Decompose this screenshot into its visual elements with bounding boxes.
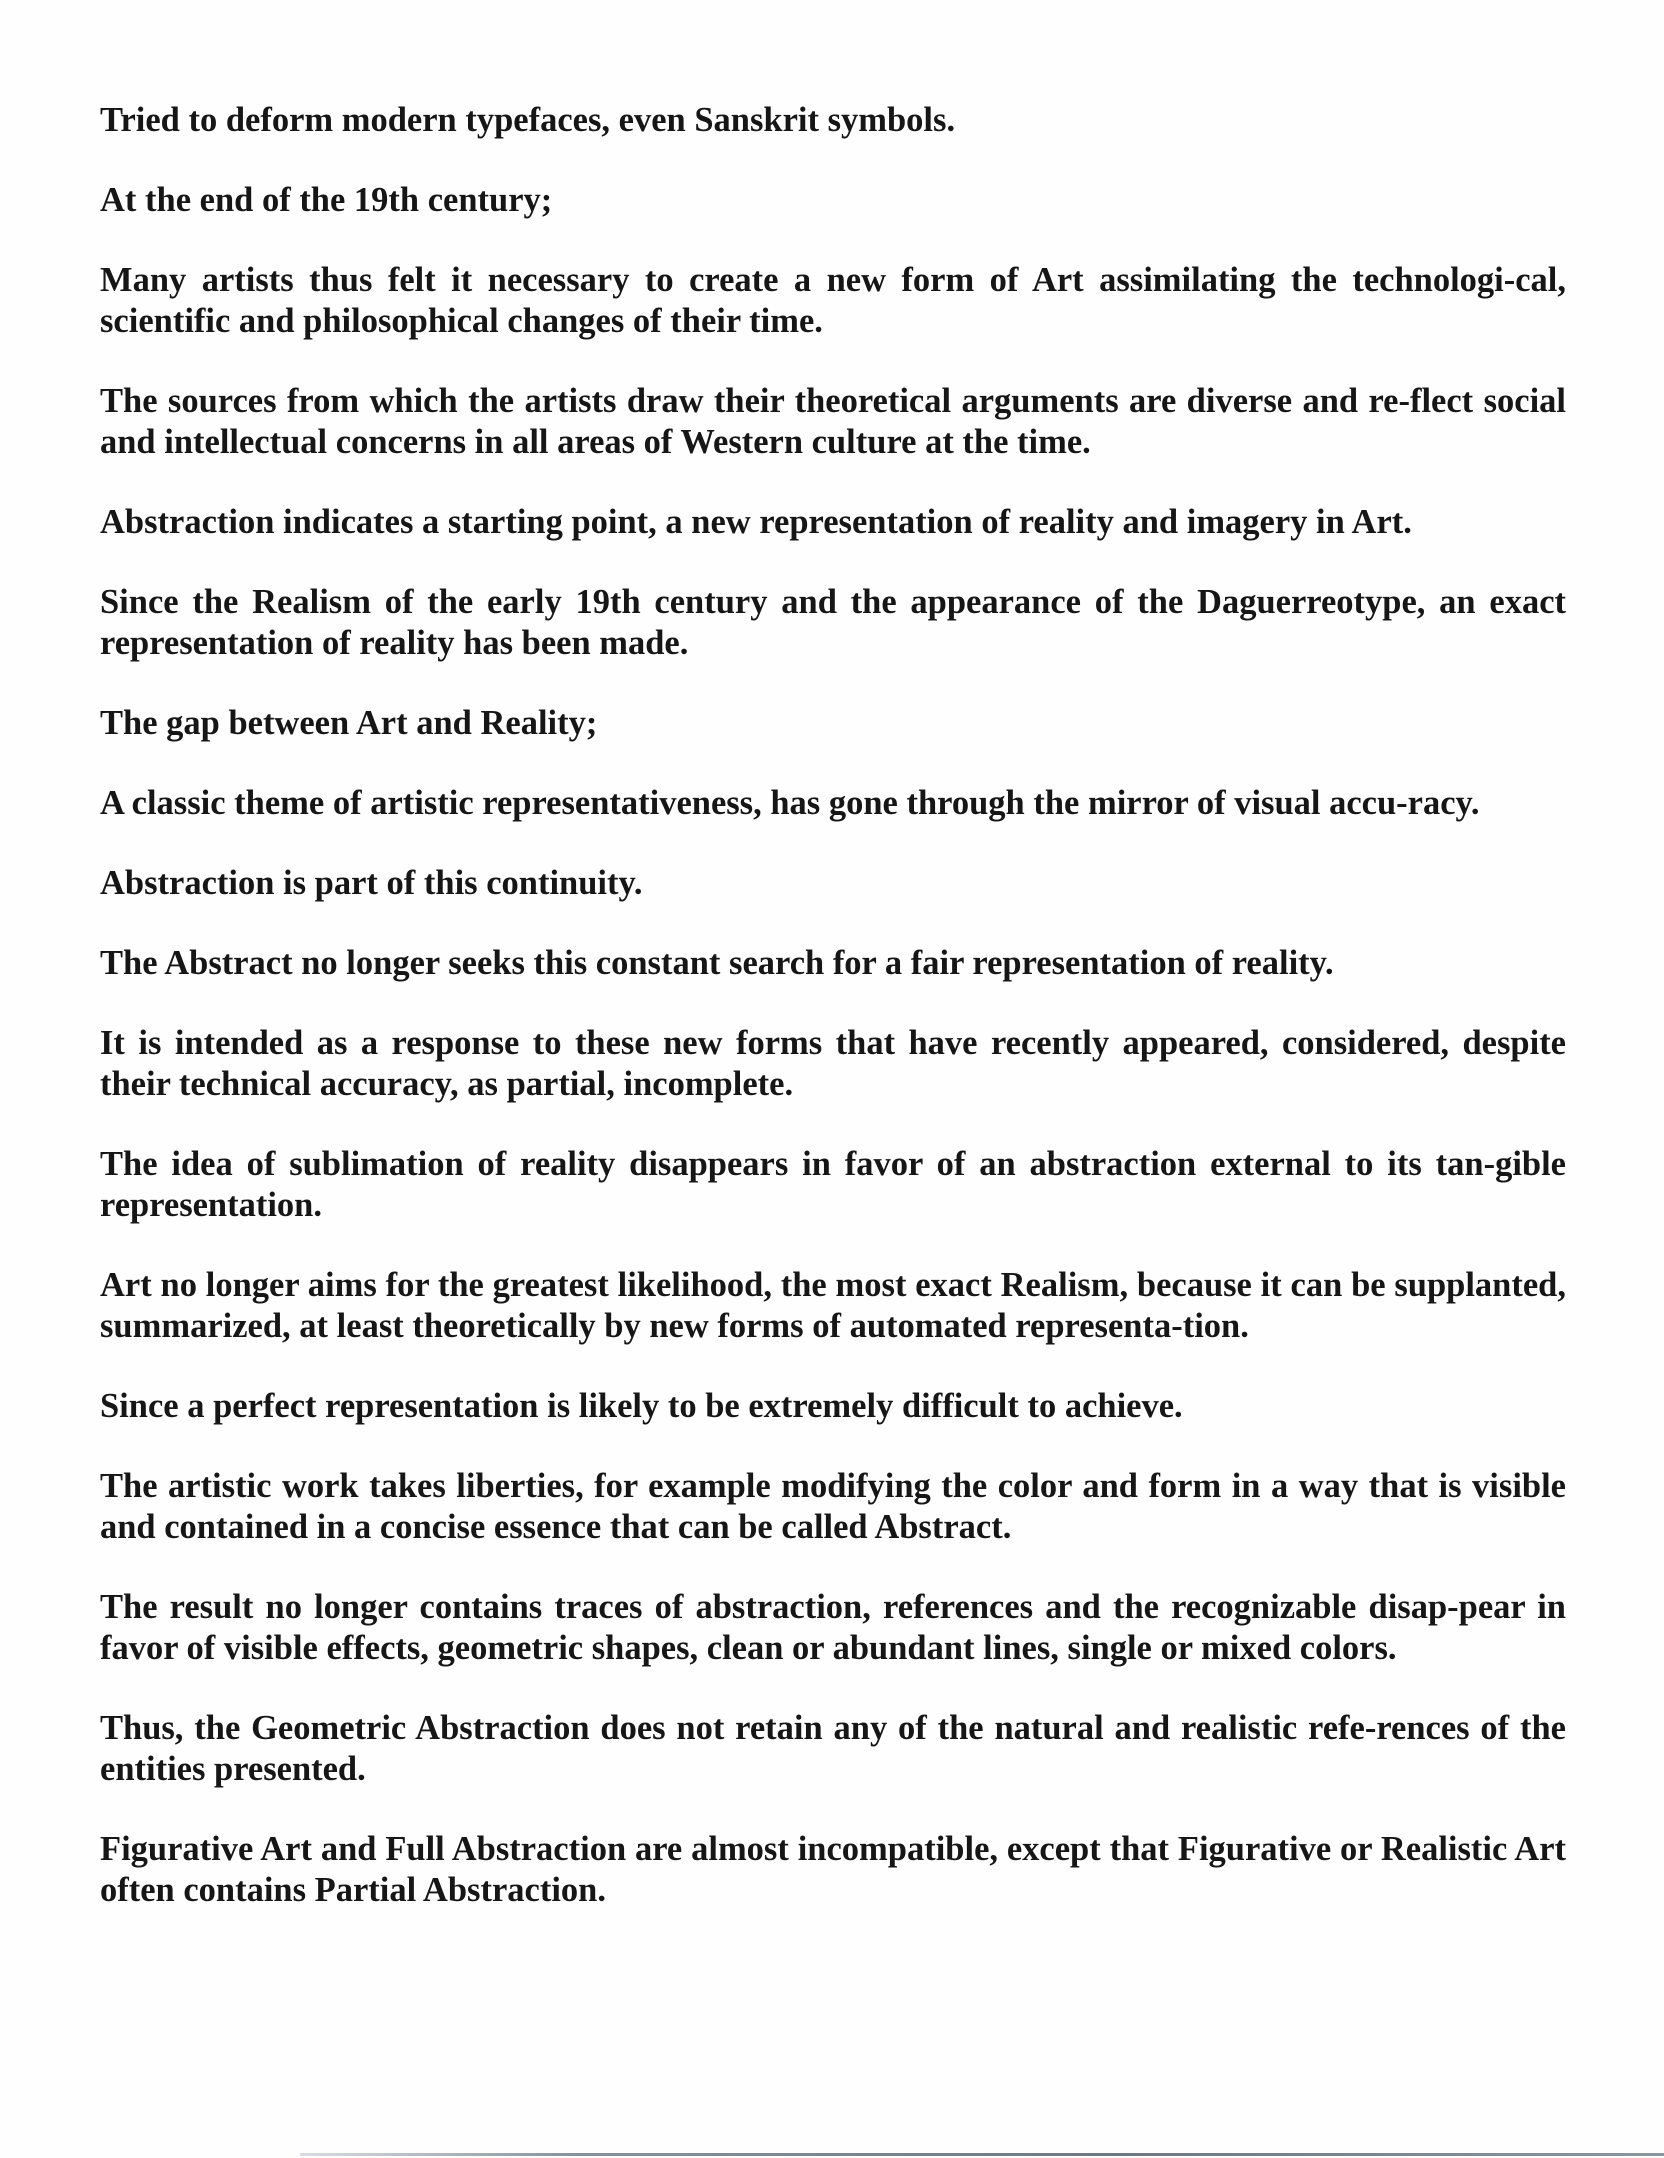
paragraph-6: Since the Realism of the early 19th century and the appearance of the Daguerreotype, an exact representation of reality has been made. (100, 583, 1566, 662)
paragraph-2: At the end of the 19th century; (100, 181, 553, 219)
paragraph-3: Many artists thus felt it necessary to create a new form of Art assimilating the technologi-cal, scientific and philosophical changes of their time. (100, 261, 1566, 340)
paragraph-11: It is intended as a response to these new forms that have recently appeared, considered, despite their technical accuracy, as partial, incomplete. (100, 1024, 1566, 1103)
paragraph-7: The gap between Art and Reality; (100, 704, 598, 742)
paragraph-8: A classic theme of artistic representativeness, has gone through the mirror of visual accu-racy. (100, 784, 1480, 822)
scan-edge-divider (300, 2153, 1664, 2156)
document-page (100, 100, 1566, 1950)
paragraph-1: Tried to deform modern typefaces, even Sanskrit symbols. (100, 101, 956, 139)
paragraph-5: Abstraction indicates a starting point, a new representation of reality and imagery in Art. (100, 503, 1412, 541)
paragraph-12: The idea of sublimation of reality disappears in favor of an abstraction external to its tan-gible representation. (100, 1145, 1566, 1224)
paragraph-16: The result no longer contains traces of abstraction, references and the recognizable disap-pear in favor of visible effects, geometric shapes, clean or abundant lines, single or mixed colors. (100, 1588, 1566, 1667)
paragraph-14: Since a perfect representation is likely to be extremely difficult to achieve. (100, 1387, 1183, 1425)
paragraph-18: Figurative Art and Full Abstraction are almost incompatible, except that Figurative or Realistic Art often contains Partial Abstraction. (100, 1830, 1566, 1909)
paragraph-10: The Abstract no longer seeks this constant search for a fair representation of reality. (100, 944, 1334, 982)
paragraph-4: The sources from which the artists draw their theoretical arguments are diverse and re-flect social and intellectual concerns in all areas of Western culture at the time. (100, 382, 1566, 461)
paragraph-15: The artistic work takes liberties, for example modifying the color and form in a way that is visible and contained in a concise essence that can be called Abstract. (100, 1467, 1566, 1546)
paragraph-9: Abstraction is part of this continuity. (100, 864, 643, 902)
paragraph-13: Art no longer aims for the greatest likelihood, the most exact Realism, because it can be supplanted, summarized, at least theoretically by new forms of automated representa-tion. (100, 1266, 1566, 1345)
paragraph-17: Thus, the Geometric Abstraction does not retain any of the natural and realistic refe-rences of the entities presented. (100, 1709, 1566, 1788)
